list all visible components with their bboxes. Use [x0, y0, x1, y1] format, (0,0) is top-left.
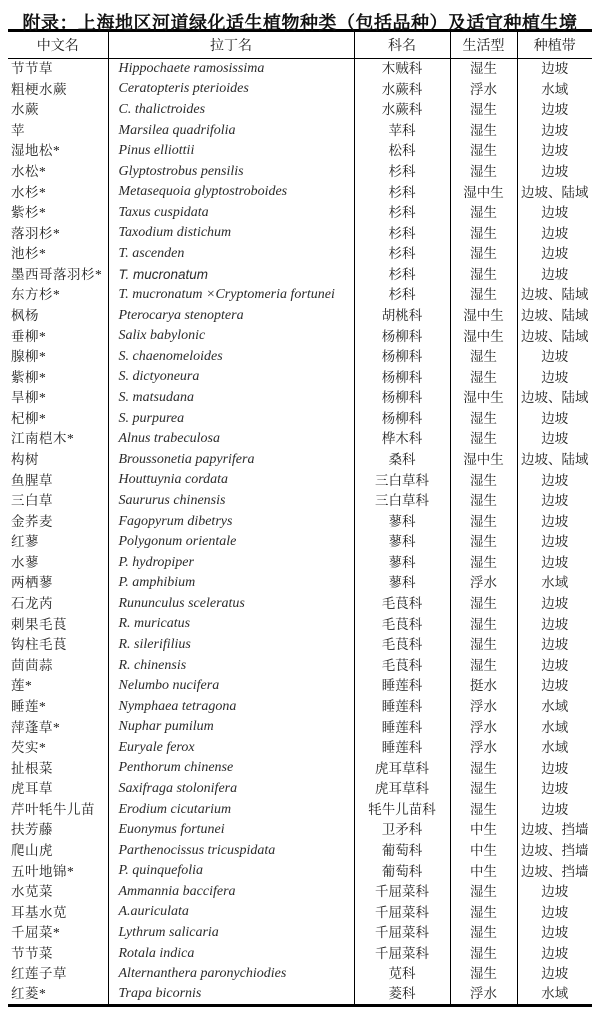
cell-planting-zone: 边坡: [517, 923, 592, 944]
cell-family: 千屈菜科: [354, 902, 450, 923]
cell-family: 水蕨科: [354, 100, 450, 121]
cell-chinese-name: 池杉*: [11, 246, 47, 262]
cell-planting-zone: 边坡: [517, 244, 592, 265]
cell-family: 胡桃科: [354, 305, 450, 326]
cell-latin-name: Saururus chinensis: [108, 491, 354, 512]
cell-planting-zone: 边坡: [517, 408, 592, 429]
cell-family: 杉科: [354, 223, 450, 244]
cell-life-form: 湿生: [450, 100, 517, 121]
cell-life-form: 湿中生: [450, 388, 517, 409]
cell-life-form: 湿生: [450, 285, 517, 306]
cell-latin-name: Broussonetia papyrifera: [108, 449, 354, 470]
cell-chinese-name: 千屈菜*: [11, 925, 61, 941]
cell-life-form: 湿中生: [450, 326, 517, 347]
cell-planting-zone: 边坡: [517, 532, 592, 553]
cell-family: 牦牛儿苗科: [354, 799, 450, 820]
table-row: [8, 902, 592, 923]
cell-planting-zone: 边坡: [517, 594, 592, 615]
column-header-planting-zone: 种植带: [517, 31, 592, 59]
cell-latin-name: P. quinquefolia: [108, 861, 354, 882]
cell-planting-zone: 水域: [517, 79, 592, 100]
cell-life-form: 湿生: [450, 264, 517, 285]
cell-life-form: 湿生: [450, 964, 517, 985]
cell-latin-name: Parthenocissus tricuspidata: [108, 840, 354, 861]
cell-family: 杉科: [354, 244, 450, 265]
cell-chinese-name: 水苋菜: [11, 884, 53, 900]
cell-life-form: 湿生: [450, 429, 517, 450]
cell-chinese-name: 东方杉*: [11, 287, 61, 303]
cell-chinese-name: 枫杨: [11, 307, 39, 323]
cell-family: 毛茛科: [354, 594, 450, 615]
cell-chinese-name: 石龙芮: [11, 596, 53, 612]
cell-chinese-name: 红菱*: [11, 986, 47, 1002]
cell-chinese-name: 芹叶牦牛儿苗: [11, 801, 95, 817]
table-row: [8, 100, 592, 121]
table-row: [8, 820, 592, 841]
cell-planting-zone: 边坡: [517, 470, 592, 491]
cell-life-form: 浮水: [450, 738, 517, 759]
cell-latin-name: Erodium cicutarium: [108, 799, 354, 820]
cell-latin-name: Nuphar pumilum: [108, 717, 354, 738]
table-row: [8, 470, 592, 491]
cell-planting-zone: 边坡: [517, 429, 592, 450]
table-row: [8, 964, 592, 985]
cell-planting-zone: 边坡: [517, 141, 592, 162]
cell-life-form: 湿生: [450, 120, 517, 141]
cell-planting-zone: 边坡: [517, 347, 592, 368]
cell-planting-zone: 边坡: [517, 491, 592, 512]
cell-life-form: 湿生: [450, 635, 517, 656]
cell-planting-zone: 边坡: [517, 367, 592, 388]
cell-chinese-name: 墨西哥落羽杉*: [11, 266, 103, 282]
table-row: [8, 882, 592, 903]
cell-life-form: 湿生: [450, 758, 517, 779]
cell-latin-name: S. chaenomeloides: [108, 347, 354, 368]
cell-family: 杨柳科: [354, 347, 450, 368]
cell-life-form: 湿生: [450, 223, 517, 244]
cell-chinese-name: 爬山虎: [11, 843, 53, 858]
table-row: [8, 161, 592, 182]
cell-planting-zone: 边坡、挡墙: [517, 840, 592, 861]
table-row: [8, 573, 592, 594]
cell-latin-name: R. muricatus: [108, 614, 354, 635]
cell-planting-zone: 水域: [517, 573, 592, 594]
table-row: [8, 985, 592, 1006]
cell-chinese-name: 茴茴蒜: [11, 657, 53, 673]
table-row: [8, 429, 592, 450]
table-row: [8, 264, 592, 285]
cell-family: 水蕨科: [354, 79, 450, 100]
cell-latin-name: Metasequoia glyptostroboides: [108, 182, 354, 203]
table-row: [8, 79, 592, 100]
cell-chinese-name: 扶芳藤: [11, 822, 53, 838]
cell-chinese-name: 虎耳草: [11, 781, 53, 797]
cell-life-form: 湿生: [450, 552, 517, 573]
cell-latin-name: Saxifraga stolonifera: [108, 779, 354, 800]
cell-life-form: 湿生: [450, 347, 517, 368]
table-row: [8, 799, 592, 820]
cell-latin-name: Glyptostrobus pensilis: [108, 161, 354, 182]
cell-family: 杉科: [354, 264, 450, 285]
table-row: [8, 614, 592, 635]
cell-latin-name: Penthorum chinense: [108, 758, 354, 779]
cell-family: 蓼科: [354, 511, 450, 532]
cell-family: 虎耳草科: [354, 758, 450, 779]
cell-family: 葡萄科: [354, 861, 450, 882]
cell-chinese-name: 水蓼: [11, 554, 39, 570]
table-row: [8, 738, 592, 759]
cell-chinese-name: 萍蓬草*: [11, 719, 61, 735]
cell-chinese-name: 落羽杉*: [11, 225, 61, 241]
table-row: [8, 861, 592, 882]
cell-latin-name: P. amphibium: [108, 573, 354, 594]
cell-family: 千屈菜科: [354, 882, 450, 903]
cell-planting-zone: 边坡: [517, 552, 592, 573]
cell-family: 千屈菜科: [354, 943, 450, 964]
cell-planting-zone: 边坡: [517, 161, 592, 182]
cell-family: 睡莲科: [354, 676, 450, 697]
cell-family: 三白草科: [354, 491, 450, 512]
cell-life-form: 湿中生: [450, 449, 517, 470]
cell-family: 木贼科: [354, 59, 450, 80]
table-row: [8, 943, 592, 964]
column-header-latin-name: 拉丁名: [108, 31, 354, 59]
cell-life-form: 湿生: [450, 902, 517, 923]
cell-family: 虎耳草科: [354, 779, 450, 800]
cell-chinese-name: 耳基水苋: [11, 904, 67, 920]
table-row: [8, 552, 592, 573]
cell-chinese-name: 水蕨: [11, 102, 39, 118]
table-row: [8, 511, 592, 532]
cell-chinese-name: 腺柳*: [11, 349, 47, 365]
cell-chinese-name: 扯根菜: [11, 760, 53, 776]
cell-latin-name: A.auriculata: [108, 902, 354, 923]
column-header-life-form: 生活型: [450, 31, 517, 59]
plant-species-table: [8, 29, 592, 1007]
cell-latin-name: Alternanthera paronychiodies: [108, 964, 354, 985]
cell-planting-zone: 边坡、陆域: [517, 326, 592, 347]
cell-planting-zone: 边坡、挡墙: [517, 820, 592, 841]
cell-family: 杨柳科: [354, 326, 450, 347]
cell-chinese-name: 节节菜: [11, 945, 53, 961]
cell-planting-zone: 边坡: [517, 614, 592, 635]
table-row: [8, 305, 592, 326]
cell-life-form: 湿生: [450, 779, 517, 800]
cell-life-form: 湿生: [450, 882, 517, 903]
cell-planting-zone: 边坡: [517, 223, 592, 244]
cell-planting-zone: 边坡: [517, 264, 592, 285]
cell-family: 卫矛科: [354, 820, 450, 841]
cell-family: 杨柳科: [354, 367, 450, 388]
column-header-chinese-name: 中文名: [8, 31, 108, 59]
cell-planting-zone: 边坡: [517, 100, 592, 121]
cell-chinese-name: 旱柳*: [11, 390, 47, 406]
cell-chinese-name: 三白草: [11, 493, 53, 509]
cell-life-form: 浮水: [450, 696, 517, 717]
cell-family: 睡莲科: [354, 696, 450, 717]
cell-family: 毛茛科: [354, 614, 450, 635]
cell-chinese-name: 湿地松*: [11, 143, 61, 159]
cell-family: 苹科: [354, 120, 450, 141]
cell-planting-zone: 边坡: [517, 943, 592, 964]
cell-family: 蓼科: [354, 532, 450, 553]
table-row: [8, 347, 592, 368]
cell-family: 千屈菜科: [354, 923, 450, 944]
cell-life-form: 湿生: [450, 470, 517, 491]
cell-planting-zone: 边坡: [517, 676, 592, 697]
cell-life-form: 中生: [450, 820, 517, 841]
table-row: [8, 779, 592, 800]
table-row: [8, 594, 592, 615]
cell-life-form: 湿生: [450, 532, 517, 553]
table-row: [8, 367, 592, 388]
table-row: [8, 676, 592, 697]
cell-chinese-name: 红莲子草: [11, 966, 67, 982]
cell-latin-name: S. matsudana: [108, 388, 354, 409]
cell-latin-name: Rotala indica: [108, 943, 354, 964]
cell-latin-name: Salix babylonic: [108, 326, 354, 347]
cell-life-form: 湿中生: [450, 305, 517, 326]
cell-planting-zone: 边坡、陆域: [517, 305, 592, 326]
cell-chinese-name: 江南桤木*: [11, 431, 75, 447]
cell-life-form: 湿生: [450, 614, 517, 635]
table-row: [8, 491, 592, 512]
cell-chinese-name: 苹: [11, 122, 25, 138]
cell-family: 蓼科: [354, 552, 450, 573]
cell-latin-name: Euonymus fortunei: [108, 820, 354, 841]
cell-chinese-name: 垂柳*: [11, 328, 47, 344]
cell-chinese-name: 芡实*: [11, 740, 47, 756]
cell-latin-name: Euryale ferox: [108, 738, 354, 759]
cell-family: 毛茛科: [354, 655, 450, 676]
cell-planting-zone: 水域: [517, 738, 592, 759]
table-row: [8, 141, 592, 162]
cell-latin-name: Hippochaete ramosissima: [108, 59, 354, 80]
cell-life-form: 湿生: [450, 799, 517, 820]
cell-life-form: 湿生: [450, 655, 517, 676]
cell-planting-zone: 水域: [517, 985, 592, 1006]
cell-family: 苋科: [354, 964, 450, 985]
cell-latin-name: Taxodium distichum: [108, 223, 354, 244]
cell-planting-zone: 边坡: [517, 203, 592, 224]
cell-latin-name: Taxus cuspidata: [108, 203, 354, 224]
table-row: [8, 923, 592, 944]
cell-family: 葡萄科: [354, 840, 450, 861]
cell-planting-zone: 边坡、挡墙: [517, 861, 592, 882]
cell-planting-zone: 边坡、陆域: [517, 182, 592, 203]
cell-family: 三白草科: [354, 470, 450, 491]
cell-life-form: 湿生: [450, 943, 517, 964]
table-row: [8, 326, 592, 347]
table-row: [8, 655, 592, 676]
cell-latin-name: Nelumbo nucifera: [108, 676, 354, 697]
cell-life-form: 湿生: [450, 408, 517, 429]
table-row: [8, 244, 592, 265]
cell-latin-name: Ammannia baccifera: [108, 882, 354, 903]
cell-chinese-name: 紫柳*: [11, 369, 47, 385]
cell-life-form: 湿生: [450, 491, 517, 512]
table-body: [8, 59, 592, 1006]
table-row: [8, 203, 592, 224]
cell-chinese-name: 构树: [11, 452, 39, 468]
cell-family: 杉科: [354, 161, 450, 182]
cell-chinese-name: 水松*: [11, 163, 47, 179]
cell-latin-name: Nymphaea tetragona: [108, 696, 354, 717]
cell-planting-zone: 边坡: [517, 120, 592, 141]
cell-life-form: 浮水: [450, 717, 517, 738]
cell-chinese-name: 钩柱毛茛: [11, 637, 67, 653]
table-row: [8, 388, 592, 409]
cell-planting-zone: 边坡: [517, 964, 592, 985]
cell-life-form: 湿生: [450, 244, 517, 265]
cell-chinese-name: 两栖蓼: [11, 575, 53, 591]
cell-family: 杉科: [354, 285, 450, 306]
cell-chinese-name: 红蓼: [11, 534, 39, 550]
cell-family: 睡莲科: [354, 738, 450, 759]
cell-planting-zone: 边坡: [517, 882, 592, 903]
cell-latin-name: T. ascenden: [108, 244, 354, 265]
cell-planting-zone: 边坡、陆域: [517, 285, 592, 306]
cell-planting-zone: 边坡: [517, 799, 592, 820]
table-row: [8, 285, 592, 306]
cell-chinese-name: 杞柳*: [11, 410, 47, 426]
cell-chinese-name: 鱼腥草: [11, 472, 53, 488]
cell-life-form: 湿生: [450, 203, 517, 224]
cell-family: 菱科: [354, 985, 450, 1006]
cell-family: 蓼科: [354, 573, 450, 594]
cell-life-form: 湿生: [450, 141, 517, 162]
cell-planting-zone: 边坡、陆域: [517, 388, 592, 409]
cell-chinese-name: 粗梗水蕨: [11, 81, 67, 97]
column-header-family: 科名: [354, 31, 450, 59]
table-row: [8, 59, 592, 80]
table-row: [8, 449, 592, 470]
cell-planting-zone: 边坡: [517, 779, 592, 800]
cell-life-form: 湿生: [450, 59, 517, 80]
cell-latin-name: T. mucronatum ×Cryptomeria fortunei: [108, 285, 354, 306]
cell-planting-zone: 边坡: [517, 635, 592, 656]
table-row: [8, 532, 592, 553]
cell-life-form: 湿生: [450, 594, 517, 615]
cell-planting-zone: 边坡: [517, 902, 592, 923]
cell-life-form: 中生: [450, 861, 517, 882]
cell-chinese-name: 刺果毛茛: [11, 616, 67, 632]
cell-life-form: 浮水: [450, 985, 517, 1006]
cell-latin-name: Trapa bicornis: [108, 985, 354, 1006]
cell-family: 杉科: [354, 203, 450, 224]
cell-planting-zone: 边坡: [517, 59, 592, 80]
cell-planting-zone: 边坡: [517, 655, 592, 676]
cell-latin-name: R. silerifilius: [108, 635, 354, 656]
cell-family: 桑科: [354, 449, 450, 470]
table-row: [8, 696, 592, 717]
cell-family: 桦木科: [354, 429, 450, 450]
cell-planting-zone: 边坡、陆域: [517, 449, 592, 470]
cell-latin-name: Fagopyrum dibetrys: [108, 511, 354, 532]
cell-life-form: 中生: [450, 840, 517, 861]
cell-family: 杉科: [354, 182, 450, 203]
cell-family: 睡莲科: [354, 717, 450, 738]
cell-latin-name: Houttuynia cordata: [108, 470, 354, 491]
cell-chinese-name: 莲*: [11, 678, 33, 694]
cell-latin-name: Pinus elliottii: [108, 141, 354, 162]
cell-chinese-name: 金荞麦: [11, 513, 53, 529]
cell-planting-zone: 水域: [517, 696, 592, 717]
cell-life-form: 湿中生: [450, 182, 517, 203]
table-row: [8, 182, 592, 203]
cell-planting-zone: 边坡: [517, 511, 592, 532]
page-title: 附录：上海地区河道绿化适生植物种类（包括品种）及适宜种植生境: [22, 13, 578, 33]
cell-latin-name: P. hydropiper: [108, 552, 354, 573]
cell-latin-name: R. chinensis: [108, 655, 354, 676]
cell-latin-name: Marsilea quadrifolia: [108, 120, 354, 141]
cell-chinese-name: 水杉*: [11, 184, 47, 200]
cell-chinese-name: 五叶地锦*: [11, 863, 75, 879]
cell-life-form: 湿生: [450, 923, 517, 944]
cell-family: 杨柳科: [354, 388, 450, 409]
cell-chinese-name: 睡莲*: [11, 698, 47, 714]
cell-latin-name: T. mucronatum: [108, 264, 354, 285]
cell-planting-zone: 水域: [517, 717, 592, 738]
table-row: [8, 408, 592, 429]
cell-latin-name: C. thalictroides: [108, 100, 354, 121]
cell-family: 毛茛科: [354, 635, 450, 656]
table-row: [8, 758, 592, 779]
cell-latin-name: Pterocarya stenoptera: [108, 305, 354, 326]
cell-latin-name: S. purpurea: [108, 408, 354, 429]
table-row: [8, 120, 592, 141]
cell-chinese-name: 紫杉*: [11, 205, 47, 221]
cell-life-form: 湿生: [450, 161, 517, 182]
cell-latin-name: S. dictyoneura: [108, 367, 354, 388]
cell-latin-name: Lythrum salicaria: [108, 923, 354, 944]
cell-planting-zone: 边坡: [517, 758, 592, 779]
cell-latin-name: Polygonum orientale: [108, 532, 354, 553]
table-row: [8, 635, 592, 656]
cell-family: 松科: [354, 141, 450, 162]
cell-life-form: 浮水: [450, 79, 517, 100]
table-row: [8, 717, 592, 738]
table-row: [8, 840, 592, 861]
cell-life-form: 浮水: [450, 573, 517, 594]
cell-latin-name: Ceratopteris pterioides: [108, 79, 354, 100]
cell-life-form: 湿生: [450, 511, 517, 532]
cell-family: 杨柳科: [354, 408, 450, 429]
cell-latin-name: Alnus trabeculosa: [108, 429, 354, 450]
cell-chinese-name: 节节草: [11, 61, 53, 77]
cell-latin-name: Rununculus sceleratus: [108, 594, 354, 615]
cell-life-form: 湿生: [450, 367, 517, 388]
table-row: [8, 223, 592, 244]
cell-life-form: 挺水: [450, 676, 517, 697]
